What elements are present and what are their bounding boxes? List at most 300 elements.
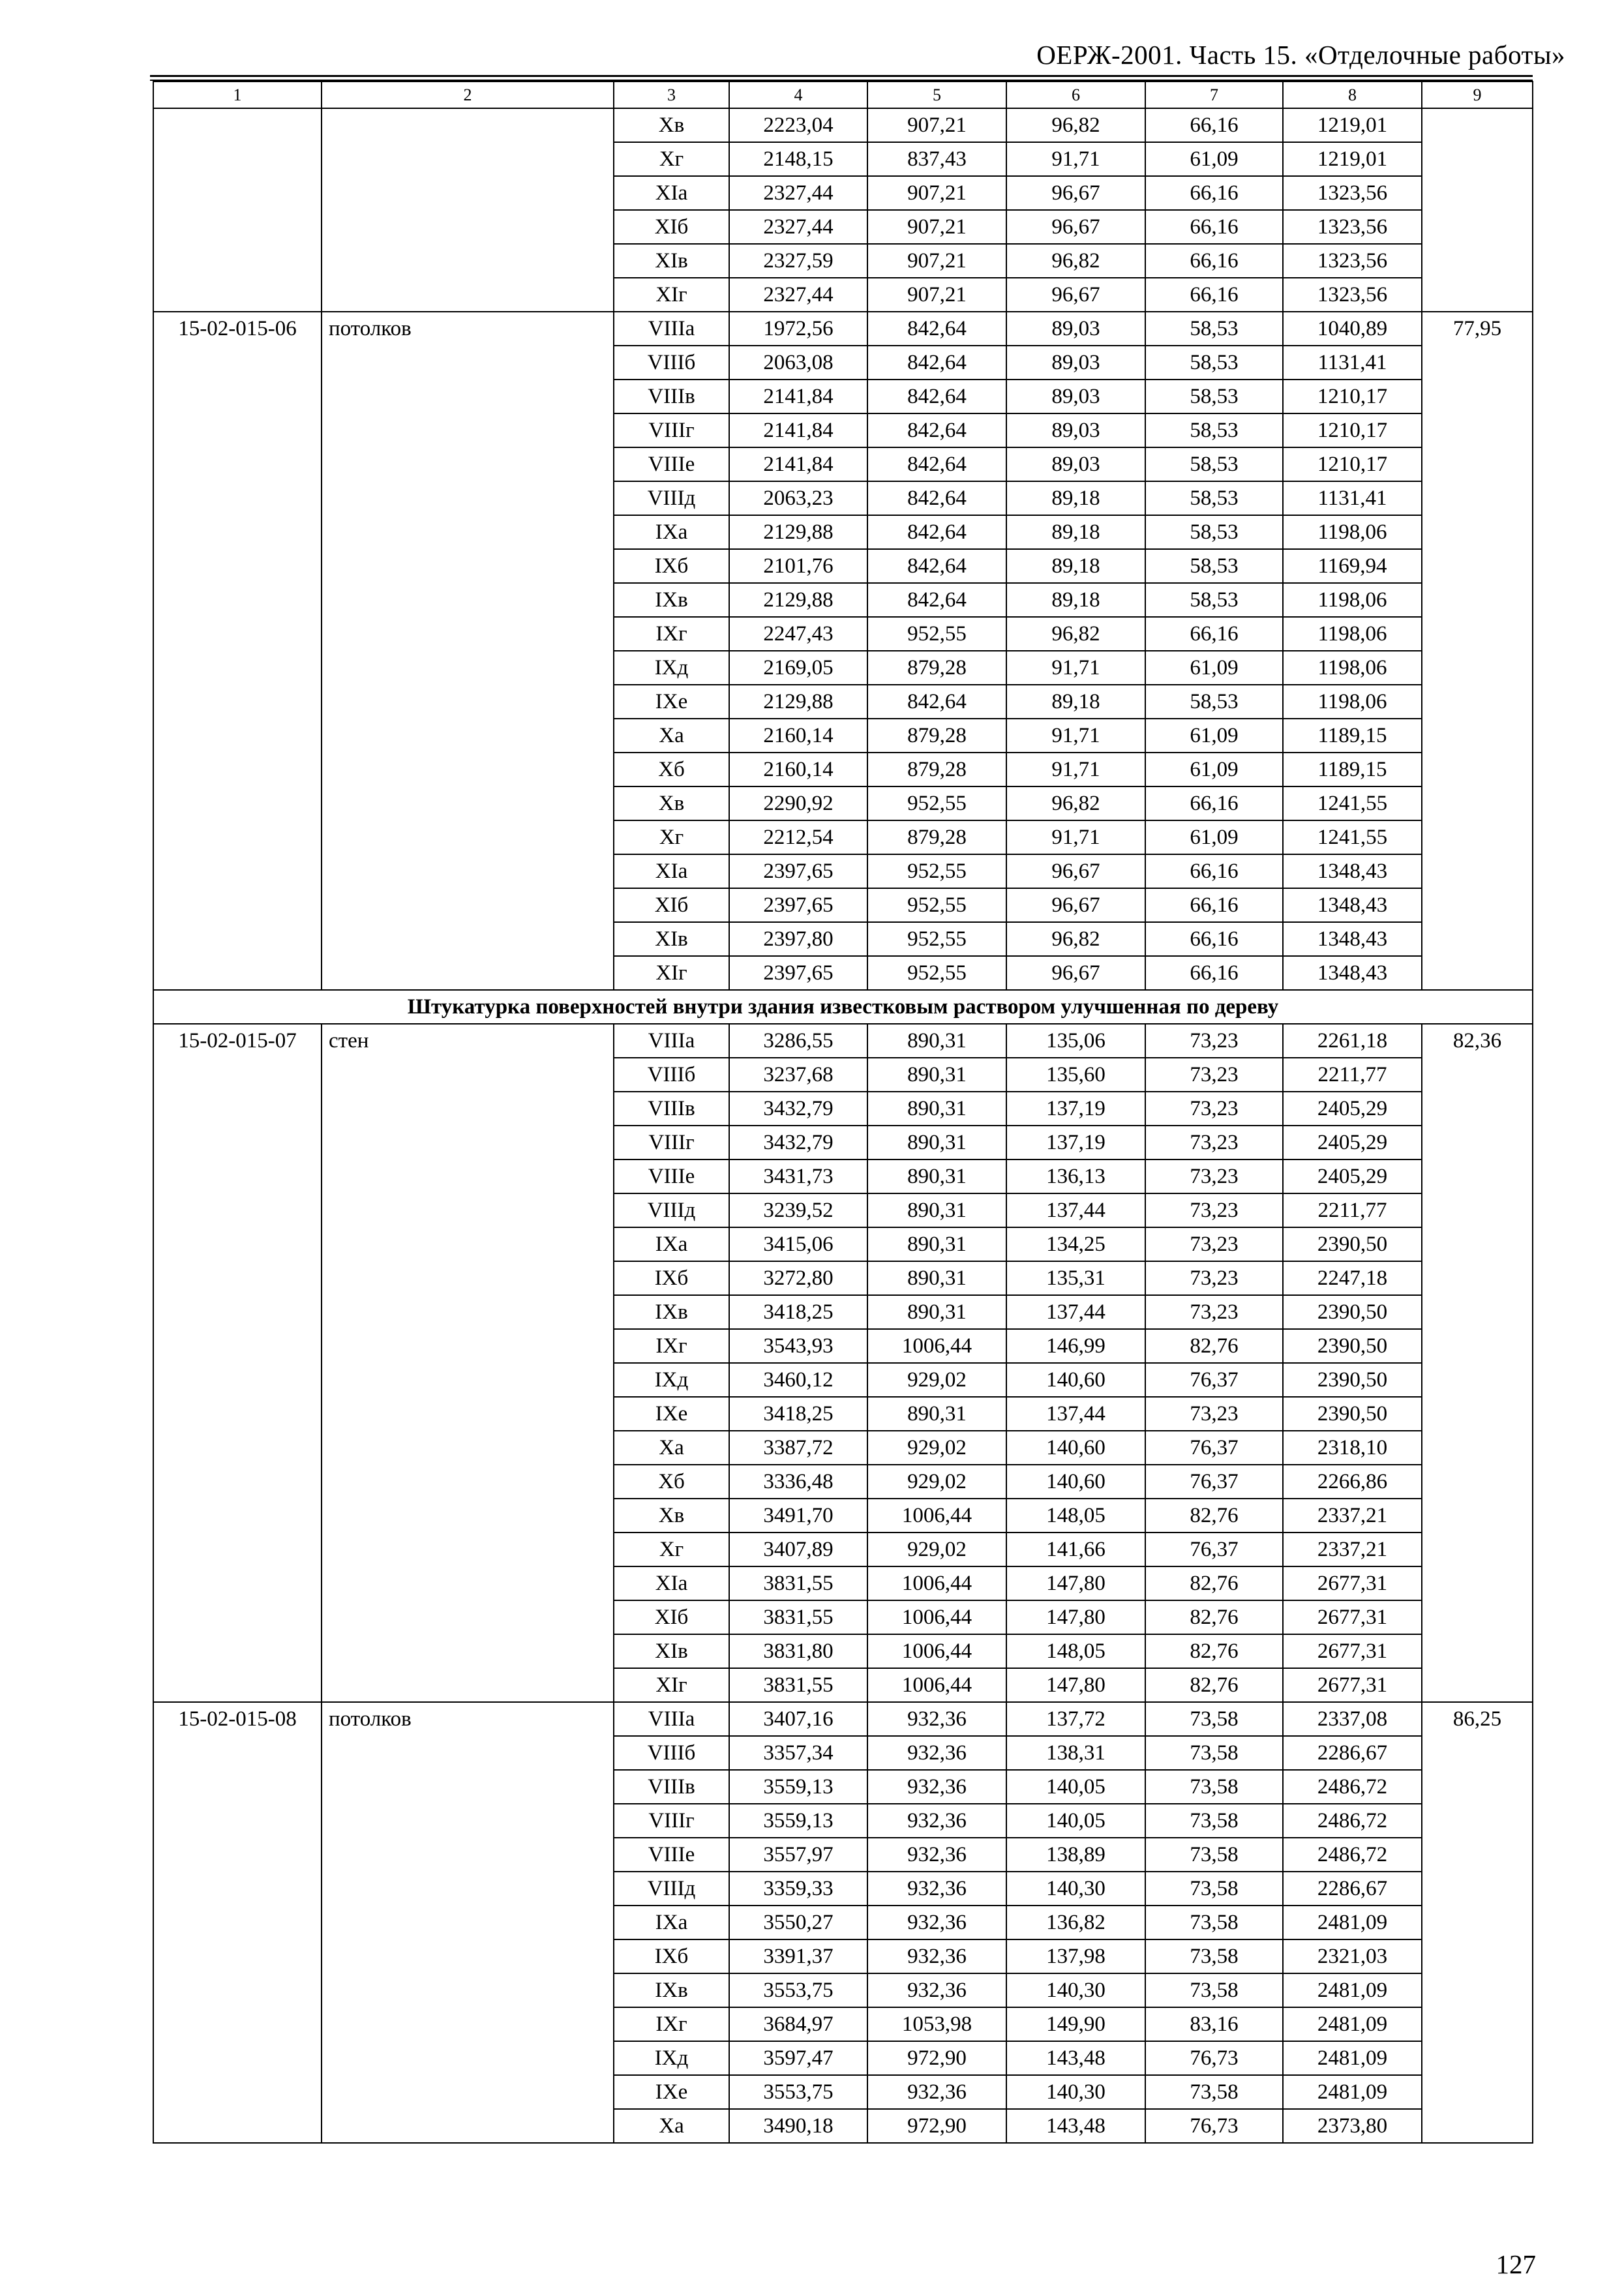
section-heading-row bbox=[153, 990, 1533, 1024]
value-cell: 842,64 bbox=[867, 515, 1006, 549]
value-cell: 2327,44 bbox=[729, 210, 867, 244]
value-cell: 2481,09 bbox=[1283, 2007, 1422, 2041]
zone-cell: IХе bbox=[614, 1397, 729, 1431]
section-heading: Штукатурка поверхностей внутри здания известковым раствором улучшенная по дереву bbox=[153, 990, 1533, 1024]
value-cell: 890,31 bbox=[867, 1092, 1006, 1126]
value-cell: 135,06 bbox=[1006, 1024, 1145, 1058]
value-cell: 135,31 bbox=[1006, 1261, 1145, 1295]
value-cell: 89,03 bbox=[1006, 312, 1145, 346]
value-cell: 82,76 bbox=[1145, 1329, 1283, 1363]
zone-cell: ХIг bbox=[614, 956, 729, 990]
zone-cell: VIIIб bbox=[614, 1058, 729, 1092]
value-cell: 3391,37 bbox=[729, 1939, 867, 1973]
zone-cell: Хг bbox=[614, 1533, 729, 1566]
value-cell: 890,31 bbox=[867, 1227, 1006, 1261]
value-cell: 3407,16 bbox=[729, 1702, 867, 1736]
value-cell: 82,76 bbox=[1145, 1600, 1283, 1634]
zone-cell: VIIIб bbox=[614, 1736, 729, 1770]
value-cell: 58,53 bbox=[1145, 447, 1283, 481]
value-cell: 147,80 bbox=[1006, 1668, 1145, 1702]
value-cell: 890,31 bbox=[867, 1295, 1006, 1329]
value-cell: 66,16 bbox=[1145, 786, 1283, 820]
value-cell: 1323,56 bbox=[1283, 244, 1422, 278]
value-cell: 1348,43 bbox=[1283, 922, 1422, 956]
value-cell: 89,03 bbox=[1006, 413, 1145, 447]
zone-cell: IХд bbox=[614, 2041, 729, 2075]
value-cell: 2397,65 bbox=[729, 888, 867, 922]
value-cell: 1198,06 bbox=[1283, 651, 1422, 685]
value-cell: 91,71 bbox=[1006, 820, 1145, 854]
value-cell: 61,09 bbox=[1145, 820, 1283, 854]
value-cell: 2390,50 bbox=[1283, 1363, 1422, 1397]
value-cell: 61,09 bbox=[1145, 142, 1283, 176]
value-cell: 2337,08 bbox=[1283, 1702, 1422, 1736]
value-cell: 140,60 bbox=[1006, 1431, 1145, 1465]
value-cell: 89,18 bbox=[1006, 583, 1145, 617]
value-cell: 3415,06 bbox=[729, 1227, 867, 1261]
value-cell: 1210,17 bbox=[1283, 447, 1422, 481]
zone-cell: ХIб bbox=[614, 1600, 729, 1634]
value-cell: 96,67 bbox=[1006, 854, 1145, 888]
value-cell: 58,53 bbox=[1145, 346, 1283, 380]
value-cell: 3418,25 bbox=[729, 1397, 867, 1431]
value-cell: 58,53 bbox=[1145, 515, 1283, 549]
value-cell: 890,31 bbox=[867, 1193, 1006, 1227]
value-cell: 2327,44 bbox=[729, 278, 867, 312]
value-cell: 2063,23 bbox=[729, 481, 867, 515]
value-cell: 58,53 bbox=[1145, 413, 1283, 447]
zone-cell: IХв bbox=[614, 1295, 729, 1329]
value-cell: 1131,41 bbox=[1283, 346, 1422, 380]
value-cell: 89,18 bbox=[1006, 515, 1145, 549]
value-cell: 2286,67 bbox=[1283, 1872, 1422, 1906]
value-cell: 3831,55 bbox=[729, 1668, 867, 1702]
zone-cell: VIIIа bbox=[614, 1024, 729, 1058]
page-number: 127 bbox=[1496, 2249, 1536, 2279]
zone-cell: IХг bbox=[614, 617, 729, 651]
column-number: 9 bbox=[1422, 82, 1533, 108]
zone-cell: ХIв bbox=[614, 1634, 729, 1668]
zone-cell: VIIIе bbox=[614, 447, 729, 481]
value-cell: 907,21 bbox=[867, 108, 1006, 142]
header-rule-top bbox=[150, 75, 1533, 77]
table-row bbox=[153, 108, 1533, 142]
value-cell: 2405,29 bbox=[1283, 1126, 1422, 1159]
column-number: 7 bbox=[1145, 82, 1283, 108]
value-cell: 73,58 bbox=[1145, 2075, 1283, 2109]
zone-cell: ХIа bbox=[614, 176, 729, 210]
value-cell: 73,23 bbox=[1145, 1058, 1283, 1092]
value-cell: 2160,14 bbox=[729, 719, 867, 753]
value-cell: 136,13 bbox=[1006, 1159, 1145, 1193]
value-cell: 76,73 bbox=[1145, 2109, 1283, 2143]
value-cell: 2486,72 bbox=[1283, 1770, 1422, 1804]
value-cell: 2397,65 bbox=[729, 956, 867, 990]
value-cell: 842,64 bbox=[867, 413, 1006, 447]
value-cell: 61,09 bbox=[1145, 719, 1283, 753]
zone-cell: Ха bbox=[614, 719, 729, 753]
zone-cell: IХв bbox=[614, 1973, 729, 2007]
column-number: 8 bbox=[1283, 82, 1422, 108]
page-header-title: ОЕРЖ-2001. Часть 15. «Отделочные работы» bbox=[1036, 40, 1565, 70]
rate-code: 15-02-015-06 bbox=[153, 312, 322, 990]
value-cell: 73,58 bbox=[1145, 1906, 1283, 1939]
value-cell: 929,02 bbox=[867, 1465, 1006, 1499]
value-cell: 73,23 bbox=[1145, 1159, 1283, 1193]
value-cell: 73,23 bbox=[1145, 1024, 1283, 1058]
value-cell: 96,82 bbox=[1006, 786, 1145, 820]
value-cell: 58,53 bbox=[1145, 481, 1283, 515]
value-cell: 1198,06 bbox=[1283, 515, 1422, 549]
value-cell: 2481,09 bbox=[1283, 1973, 1422, 2007]
zone-cell: Хв bbox=[614, 108, 729, 142]
value-cell: 2148,15 bbox=[729, 142, 867, 176]
value-cell: 3418,25 bbox=[729, 1295, 867, 1329]
value-cell: 58,53 bbox=[1145, 549, 1283, 583]
value-cell: 89,18 bbox=[1006, 549, 1145, 583]
value-cell: 3559,13 bbox=[729, 1804, 867, 1838]
column-9-value: 86,25 bbox=[1422, 1702, 1533, 2143]
value-cell: 2481,09 bbox=[1283, 2041, 1422, 2075]
column-number: 4 bbox=[729, 82, 867, 108]
column-number: 1 bbox=[153, 82, 322, 108]
zone-cell: IХг bbox=[614, 2007, 729, 2041]
value-cell: 96,67 bbox=[1006, 210, 1145, 244]
value-cell: 147,80 bbox=[1006, 1566, 1145, 1600]
value-cell: 136,82 bbox=[1006, 1906, 1145, 1939]
zone-cell: Хв bbox=[614, 786, 729, 820]
zone-cell: VIIIе bbox=[614, 1838, 729, 1872]
value-cell: 2141,84 bbox=[729, 413, 867, 447]
value-cell: 73,23 bbox=[1145, 1092, 1283, 1126]
value-cell: 147,80 bbox=[1006, 1600, 1145, 1634]
value-cell: 842,64 bbox=[867, 481, 1006, 515]
value-cell: 842,64 bbox=[867, 685, 1006, 719]
value-cell: 3432,79 bbox=[729, 1092, 867, 1126]
value-cell: 140,30 bbox=[1006, 1973, 1145, 2007]
value-cell: 138,31 bbox=[1006, 1736, 1145, 1770]
value-cell: 96,82 bbox=[1006, 244, 1145, 278]
value-cell: 972,90 bbox=[867, 2109, 1006, 2143]
value-cell: 907,21 bbox=[867, 176, 1006, 210]
value-cell: 73,23 bbox=[1145, 1126, 1283, 1159]
zone-cell: IХа bbox=[614, 515, 729, 549]
value-cell: 137,72 bbox=[1006, 1702, 1145, 1736]
value-cell: 76,73 bbox=[1145, 2041, 1283, 2075]
zone-cell: IХд bbox=[614, 651, 729, 685]
value-cell: 89,03 bbox=[1006, 380, 1145, 413]
value-cell: 137,98 bbox=[1006, 1939, 1145, 1973]
value-cell: 952,55 bbox=[867, 888, 1006, 922]
value-cell: 149,90 bbox=[1006, 2007, 1145, 2041]
value-cell: 1348,43 bbox=[1283, 888, 1422, 922]
rate-code: 15-02-015-07 bbox=[153, 1024, 322, 1702]
value-cell: 73,23 bbox=[1145, 1227, 1283, 1261]
zone-cell: IХе bbox=[614, 685, 729, 719]
value-cell: 932,36 bbox=[867, 1770, 1006, 1804]
value-cell: 138,89 bbox=[1006, 1838, 1145, 1872]
zone-cell: Ха bbox=[614, 2109, 729, 2143]
zone-cell: IХа bbox=[614, 1906, 729, 1939]
value-cell: 1006,44 bbox=[867, 1566, 1006, 1600]
value-cell: 91,71 bbox=[1006, 719, 1145, 753]
value-cell: 3831,55 bbox=[729, 1566, 867, 1600]
value-cell: 76,37 bbox=[1145, 1431, 1283, 1465]
value-cell: 140,05 bbox=[1006, 1770, 1145, 1804]
work-name bbox=[322, 108, 614, 312]
zone-cell: ХIв bbox=[614, 244, 729, 278]
value-cell: 82,76 bbox=[1145, 1634, 1283, 1668]
column-number: 3 bbox=[614, 82, 729, 108]
value-cell: 3491,70 bbox=[729, 1499, 867, 1533]
table-body bbox=[153, 82, 1533, 2143]
value-cell: 89,03 bbox=[1006, 346, 1145, 380]
value-cell: 2327,44 bbox=[729, 176, 867, 210]
value-cell: 932,36 bbox=[867, 1702, 1006, 1736]
value-cell: 96,67 bbox=[1006, 176, 1145, 210]
value-cell: 3553,75 bbox=[729, 1973, 867, 2007]
zone-cell: Хг bbox=[614, 142, 729, 176]
value-cell: 2337,21 bbox=[1283, 1499, 1422, 1533]
zone-cell: VIIIд bbox=[614, 1193, 729, 1227]
value-cell: 842,64 bbox=[867, 312, 1006, 346]
column-9-value: 77,95 bbox=[1422, 312, 1533, 990]
value-cell: 73,23 bbox=[1145, 1295, 1283, 1329]
value-cell: 2397,65 bbox=[729, 854, 867, 888]
value-cell: 2390,50 bbox=[1283, 1227, 1422, 1261]
value-cell: 82,76 bbox=[1145, 1566, 1283, 1600]
value-cell: 1006,44 bbox=[867, 1499, 1006, 1533]
value-cell: 76,37 bbox=[1145, 1533, 1283, 1566]
value-cell: 137,44 bbox=[1006, 1397, 1145, 1431]
zone-cell: Хг bbox=[614, 820, 729, 854]
value-cell: 66,16 bbox=[1145, 108, 1283, 142]
zone-cell: VIIIг bbox=[614, 1804, 729, 1838]
value-cell: 2169,05 bbox=[729, 651, 867, 685]
value-cell: 2321,03 bbox=[1283, 1939, 1422, 1973]
value-cell: 66,16 bbox=[1145, 888, 1283, 922]
column-number: 6 bbox=[1006, 82, 1145, 108]
value-cell: 1323,56 bbox=[1283, 176, 1422, 210]
value-cell: 66,16 bbox=[1145, 617, 1283, 651]
value-cell: 1219,01 bbox=[1283, 142, 1422, 176]
value-cell: 1210,17 bbox=[1283, 413, 1422, 447]
value-cell: 1169,94 bbox=[1283, 549, 1422, 583]
zone-cell: VIIIа bbox=[614, 1702, 729, 1736]
value-cell: 1219,01 bbox=[1283, 108, 1422, 142]
rates-table-container bbox=[153, 81, 1532, 2144]
value-cell: 952,55 bbox=[867, 786, 1006, 820]
value-cell: 96,82 bbox=[1006, 108, 1145, 142]
value-cell: 2211,77 bbox=[1283, 1193, 1422, 1227]
value-cell: 73,58 bbox=[1145, 1838, 1283, 1872]
value-cell: 932,36 bbox=[867, 2075, 1006, 2109]
rates-table bbox=[153, 81, 1533, 2144]
value-cell: 2677,31 bbox=[1283, 1566, 1422, 1600]
zone-cell: IХб bbox=[614, 1261, 729, 1295]
zone-cell: IХб bbox=[614, 1939, 729, 1973]
value-cell: 2101,76 bbox=[729, 549, 867, 583]
value-cell: 2373,80 bbox=[1283, 2109, 1422, 2143]
value-cell: 140,05 bbox=[1006, 1804, 1145, 1838]
value-cell: 879,28 bbox=[867, 820, 1006, 854]
value-cell: 1006,44 bbox=[867, 1329, 1006, 1363]
value-cell: 2486,72 bbox=[1283, 1838, 1422, 1872]
value-cell: 140,30 bbox=[1006, 2075, 1145, 2109]
value-cell: 73,58 bbox=[1145, 1973, 1283, 2007]
value-cell: 890,31 bbox=[867, 1261, 1006, 1295]
zone-cell: ХIв bbox=[614, 922, 729, 956]
value-cell: 1198,06 bbox=[1283, 583, 1422, 617]
value-cell: 890,31 bbox=[867, 1159, 1006, 1193]
value-cell: 82,76 bbox=[1145, 1668, 1283, 1702]
value-cell: 1348,43 bbox=[1283, 956, 1422, 990]
value-cell: 140,60 bbox=[1006, 1465, 1145, 1499]
zone-cell: IХб bbox=[614, 549, 729, 583]
value-cell: 3336,48 bbox=[729, 1465, 867, 1499]
zone-cell: IХа bbox=[614, 1227, 729, 1261]
value-cell: 137,19 bbox=[1006, 1126, 1145, 1159]
value-cell: 907,21 bbox=[867, 244, 1006, 278]
work-name: потолков bbox=[322, 312, 614, 990]
value-cell: 932,36 bbox=[867, 1872, 1006, 1906]
value-cell: 1323,56 bbox=[1283, 278, 1422, 312]
value-cell: 929,02 bbox=[867, 1533, 1006, 1566]
value-cell: 3831,55 bbox=[729, 1600, 867, 1634]
table-row bbox=[153, 1702, 1533, 1736]
zone-cell: VIIIе bbox=[614, 1159, 729, 1193]
zone-cell: ХIб bbox=[614, 888, 729, 922]
value-cell: 842,64 bbox=[867, 346, 1006, 380]
zone-cell: VIIIв bbox=[614, 1092, 729, 1126]
zone-cell: Хб bbox=[614, 1465, 729, 1499]
rate-code bbox=[153, 108, 322, 312]
value-cell: 890,31 bbox=[867, 1397, 1006, 1431]
value-cell: 58,53 bbox=[1145, 312, 1283, 346]
value-cell: 1040,89 bbox=[1283, 312, 1422, 346]
value-cell: 932,36 bbox=[867, 1973, 1006, 2007]
zone-cell: Хб bbox=[614, 753, 729, 786]
value-cell: 2266,86 bbox=[1283, 1465, 1422, 1499]
value-cell: 83,16 bbox=[1145, 2007, 1283, 2041]
table-row bbox=[153, 1024, 1533, 1058]
zone-cell: VIIIа bbox=[614, 312, 729, 346]
value-cell: 3831,80 bbox=[729, 1634, 867, 1668]
value-cell: 932,36 bbox=[867, 1804, 1006, 1838]
value-cell: 143,48 bbox=[1006, 2041, 1145, 2075]
value-cell: 2390,50 bbox=[1283, 1295, 1422, 1329]
value-cell: 2390,50 bbox=[1283, 1397, 1422, 1431]
value-cell: 890,31 bbox=[867, 1058, 1006, 1092]
value-cell: 3431,73 bbox=[729, 1159, 867, 1193]
work-name: стен bbox=[322, 1024, 614, 1702]
value-cell: 76,37 bbox=[1145, 1363, 1283, 1397]
value-cell: 972,90 bbox=[867, 2041, 1006, 2075]
value-cell: 73,23 bbox=[1145, 1193, 1283, 1227]
value-cell: 66,16 bbox=[1145, 278, 1283, 312]
value-cell: 91,71 bbox=[1006, 651, 1145, 685]
value-cell: 1006,44 bbox=[867, 1600, 1006, 1634]
value-cell: 879,28 bbox=[867, 651, 1006, 685]
value-cell: 148,05 bbox=[1006, 1499, 1145, 1533]
value-cell: 66,16 bbox=[1145, 956, 1283, 990]
value-cell: 1006,44 bbox=[867, 1634, 1006, 1668]
value-cell: 82,76 bbox=[1145, 1499, 1283, 1533]
column-9-value bbox=[1422, 108, 1533, 312]
zone-cell: VIIIг bbox=[614, 1126, 729, 1159]
value-cell: 2397,80 bbox=[729, 922, 867, 956]
value-cell: 1348,43 bbox=[1283, 854, 1422, 888]
value-cell: 89,18 bbox=[1006, 685, 1145, 719]
value-cell: 952,55 bbox=[867, 922, 1006, 956]
value-cell: 2677,31 bbox=[1283, 1600, 1422, 1634]
value-cell: 932,36 bbox=[867, 1736, 1006, 1770]
value-cell: 61,09 bbox=[1145, 753, 1283, 786]
zone-cell: ХIб bbox=[614, 210, 729, 244]
value-cell: 842,64 bbox=[867, 380, 1006, 413]
value-cell: 3357,34 bbox=[729, 1736, 867, 1770]
value-cell: 2390,50 bbox=[1283, 1329, 1422, 1363]
value-cell: 929,02 bbox=[867, 1431, 1006, 1465]
value-cell: 89,03 bbox=[1006, 447, 1145, 481]
zone-cell: IХв bbox=[614, 583, 729, 617]
value-cell: 2405,29 bbox=[1283, 1092, 1422, 1126]
value-cell: 58,53 bbox=[1145, 380, 1283, 413]
value-cell: 1972,56 bbox=[729, 312, 867, 346]
value-cell: 2405,29 bbox=[1283, 1159, 1422, 1193]
value-cell: 2211,77 bbox=[1283, 1058, 1422, 1092]
value-cell: 3239,52 bbox=[729, 1193, 867, 1227]
value-cell: 66,16 bbox=[1145, 176, 1283, 210]
value-cell: 2129,88 bbox=[729, 685, 867, 719]
value-cell: 1198,06 bbox=[1283, 685, 1422, 719]
rate-code: 15-02-015-08 bbox=[153, 1702, 322, 2143]
value-cell: 3460,12 bbox=[729, 1363, 867, 1397]
value-cell: 2212,54 bbox=[729, 820, 867, 854]
value-cell: 2318,10 bbox=[1283, 1431, 1422, 1465]
value-cell: 96,67 bbox=[1006, 278, 1145, 312]
column-number: 5 bbox=[867, 82, 1006, 108]
zone-cell: VIIIд bbox=[614, 1872, 729, 1906]
value-cell: 141,66 bbox=[1006, 1533, 1145, 1566]
value-cell: 1189,15 bbox=[1283, 719, 1422, 753]
value-cell: 58,53 bbox=[1145, 685, 1283, 719]
value-cell: 2141,84 bbox=[729, 447, 867, 481]
zone-cell: VIIIв bbox=[614, 1770, 729, 1804]
value-cell: 2160,14 bbox=[729, 753, 867, 786]
zone-cell: ХIг bbox=[614, 278, 729, 312]
value-cell: 890,31 bbox=[867, 1024, 1006, 1058]
value-cell: 932,36 bbox=[867, 1906, 1006, 1939]
zone-cell: VIIIг bbox=[614, 413, 729, 447]
value-cell: 879,28 bbox=[867, 753, 1006, 786]
value-cell: 1198,06 bbox=[1283, 617, 1422, 651]
value-cell: 2141,84 bbox=[729, 380, 867, 413]
value-cell: 1189,15 bbox=[1283, 753, 1422, 786]
value-cell: 2247,18 bbox=[1283, 1261, 1422, 1295]
value-cell: 907,21 bbox=[867, 278, 1006, 312]
value-cell: 3387,72 bbox=[729, 1431, 867, 1465]
value-cell: 58,53 bbox=[1145, 583, 1283, 617]
value-cell: 929,02 bbox=[867, 1363, 1006, 1397]
value-cell: 1131,41 bbox=[1283, 481, 1422, 515]
value-cell: 66,16 bbox=[1145, 922, 1283, 956]
value-cell: 2129,88 bbox=[729, 583, 867, 617]
value-cell: 66,16 bbox=[1145, 854, 1283, 888]
value-cell: 2063,08 bbox=[729, 346, 867, 380]
value-cell: 952,55 bbox=[867, 854, 1006, 888]
column-number: 2 bbox=[322, 82, 614, 108]
